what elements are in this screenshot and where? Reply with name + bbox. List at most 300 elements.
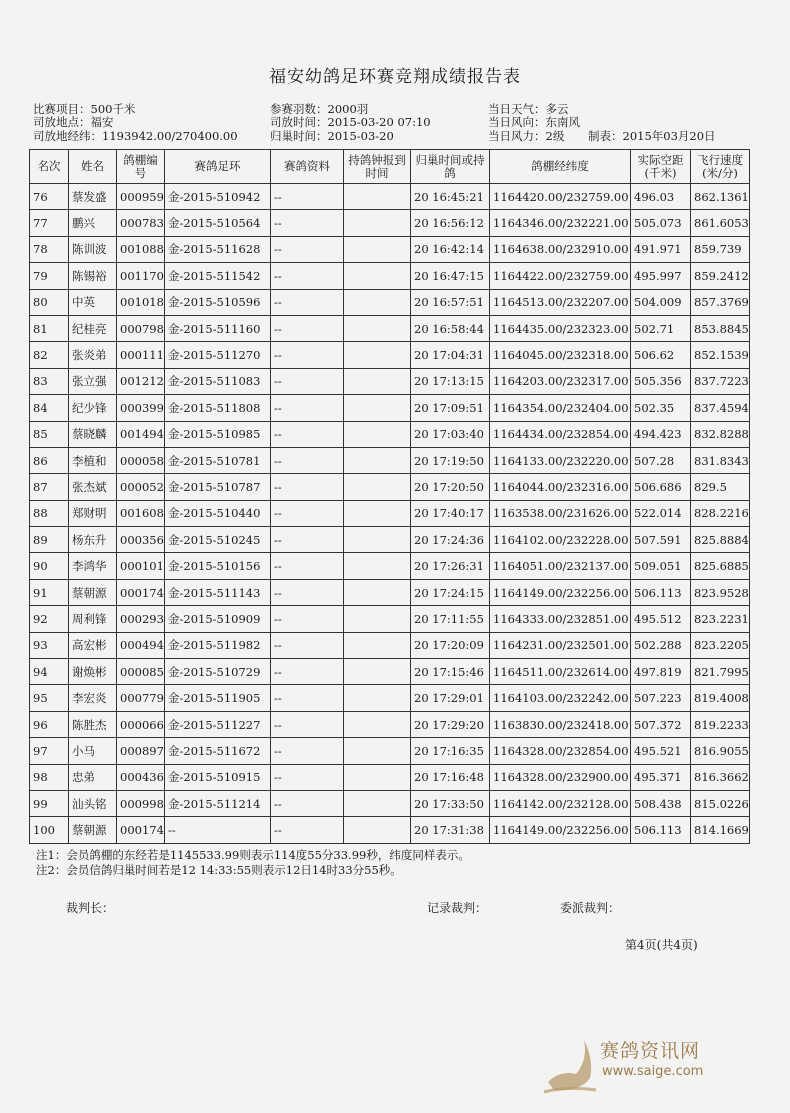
cell-distance: 502.288 <box>631 632 691 658</box>
cell-loft: 001212 <box>117 368 165 394</box>
cell-time: 20 17:16:35 <box>411 738 490 764</box>
cell-speed: 861.6053 <box>691 210 750 236</box>
cell-rank: 84 <box>30 395 69 421</box>
table-row <box>30 738 750 764</box>
note-2: 注2：会员信鸽归巢时间若是12 14:33:55则表示12日14时33分55秒。 <box>36 863 402 877</box>
race-item: 比赛项目：500千米 <box>33 102 136 116</box>
cell-ring: 金-2015-510985 <box>165 421 271 447</box>
cell-info: -- <box>271 527 344 553</box>
recorder-judge-label: 记录裁判： <box>427 901 488 915</box>
cell-loft: 000066 <box>117 711 165 737</box>
cell-loft: 000494 <box>117 632 165 658</box>
cell-rank: 86 <box>30 447 69 473</box>
cell-loft: 000783 <box>117 210 165 236</box>
table-row <box>30 579 750 605</box>
cell-info: -- <box>271 738 344 764</box>
cell-distance: 495.997 <box>631 263 691 289</box>
cell-time: 20 16:45:21 <box>411 184 490 210</box>
cell-clock <box>344 447 411 473</box>
results-body <box>30 184 750 844</box>
cell-coords: 1164044.00/232316.00 <box>490 474 631 500</box>
cell-ring: 金-2015-511214 <box>165 790 271 816</box>
cell-distance: 522.014 <box>631 500 691 526</box>
cell-loft: 000174 <box>117 817 165 843</box>
watermark-url: www.saige.com <box>602 1064 704 1079</box>
cell-name: 汕头铭 <box>69 790 117 816</box>
cell-time: 20 16:56:12 <box>411 210 490 236</box>
cell-name: 纪桂亮 <box>69 315 117 341</box>
cell-ring: 金-2015-510729 <box>165 659 271 685</box>
cell-coords: 1164434.00/232854.00 <box>490 421 631 447</box>
cell-ring: 金-2015-510915 <box>165 764 271 790</box>
wind-direction: 当日风向：东南风 <box>488 115 580 129</box>
cell-name: 陈胜杰 <box>69 711 117 737</box>
cell-rank: 90 <box>30 553 69 579</box>
cell-coords: 1164045.00/232318.00 <box>490 342 631 368</box>
cell-name: 忠弟 <box>69 764 117 790</box>
cell-loft: 000436 <box>117 764 165 790</box>
cell-distance: 506.113 <box>631 817 691 843</box>
cell-distance: 505.356 <box>631 368 691 394</box>
cell-name: 蔡朝源 <box>69 817 117 843</box>
cell-name: 小马 <box>69 738 117 764</box>
cell-rank: 88 <box>30 500 69 526</box>
cell-loft: 000959 <box>117 184 165 210</box>
cell-time: 20 17:24:36 <box>411 527 490 553</box>
cell-info: -- <box>271 764 344 790</box>
table-row <box>30 421 750 447</box>
cell-time: 20 17:31:38 <box>411 817 490 843</box>
cell-ring: 金-2015-510156 <box>165 553 271 579</box>
cell-rank: 93 <box>30 632 69 658</box>
cell-clock <box>344 342 411 368</box>
cell-name: 高宏彬 <box>69 632 117 658</box>
cell-coords: 1164203.00/232317.00 <box>490 368 631 394</box>
cell-coords: 1164328.00/232900.00 <box>490 764 631 790</box>
cell-speed: 823.2205 <box>691 632 750 658</box>
col-ring-header: 赛鸽足环 <box>165 150 271 184</box>
cell-distance: 507.591 <box>631 527 691 553</box>
cell-rank: 94 <box>30 659 69 685</box>
cell-distance: 504.009 <box>631 289 691 315</box>
cell-distance: 495.521 <box>631 738 691 764</box>
cell-rank: 97 <box>30 738 69 764</box>
cell-clock <box>344 764 411 790</box>
cell-info: -- <box>271 606 344 632</box>
watermark-text: 赛鸽资讯网 <box>600 1040 701 1062</box>
cell-time: 20 17:15:46 <box>411 659 490 685</box>
cell-rank: 76 <box>30 184 69 210</box>
chief-judge-label: 裁判长： <box>66 901 115 915</box>
cell-clock <box>344 527 411 553</box>
cell-name: 李鸿华 <box>69 553 117 579</box>
cell-speed: 816.3662 <box>691 764 750 790</box>
cell-clock <box>344 738 411 764</box>
cell-speed: 832.8288 <box>691 421 750 447</box>
cell-clock <box>344 474 411 500</box>
table-row <box>30 817 750 843</box>
cell-name: 张炎弟 <box>69 342 117 368</box>
cell-loft: 000998 <box>117 790 165 816</box>
table-row <box>30 527 750 553</box>
cell-rank: 100 <box>30 817 69 843</box>
cell-ring: 金-2015-511270 <box>165 342 271 368</box>
cell-time: 20 17:40:17 <box>411 500 490 526</box>
table-row <box>30 685 750 711</box>
table-row <box>30 342 750 368</box>
cell-distance: 505.073 <box>631 210 691 236</box>
col-speed-header: 飞行速度(米/分) <box>691 150 750 184</box>
table-row <box>30 368 750 394</box>
cell-loft: 000779 <box>117 685 165 711</box>
cell-distance: 491.971 <box>631 236 691 262</box>
cell-speed: 815.0226 <box>691 790 750 816</box>
cell-ring: 金-2015-510440 <box>165 500 271 526</box>
cell-speed: 825.8884 <box>691 527 750 553</box>
header-row <box>30 150 750 184</box>
page-title: 福安幼鸽足环赛竞翔成绩报告表 <box>269 67 521 87</box>
cell-info: -- <box>271 632 344 658</box>
cell-loft: 000356 <box>117 527 165 553</box>
entries: 参赛羽数：2000羽 <box>270 102 369 116</box>
cell-time: 20 17:26:31 <box>411 553 490 579</box>
cell-name: 中英 <box>69 289 117 315</box>
cell-coords: 1163830.00/232418.00 <box>490 711 631 737</box>
table-row <box>30 606 750 632</box>
cell-info: -- <box>271 263 344 289</box>
cell-name: 鹏兴 <box>69 210 117 236</box>
cell-distance: 506.62 <box>631 342 691 368</box>
cell-ring: 金-2015-510942 <box>165 184 271 210</box>
cell-ring: 金-2015-510245 <box>165 527 271 553</box>
results-table <box>29 149 750 844</box>
cell-time: 20 17:13:15 <box>411 368 490 394</box>
cell-ring: 金-2015-511542 <box>165 263 271 289</box>
cell-distance: 495.371 <box>631 764 691 790</box>
cell-rank: 87 <box>30 474 69 500</box>
cell-clock <box>344 685 411 711</box>
cell-ring: 金-2015-511808 <box>165 395 271 421</box>
cell-info: -- <box>271 790 344 816</box>
cell-clock <box>344 368 411 394</box>
cell-rank: 85 <box>30 421 69 447</box>
cell-info: -- <box>271 236 344 262</box>
cell-time: 20 17:24:15 <box>411 579 490 605</box>
cell-name: 张杰斌 <box>69 474 117 500</box>
release-place: 司放地点：福安 <box>33 115 114 129</box>
cell-rank: 78 <box>30 236 69 262</box>
cell-time: 20 17:03:40 <box>411 421 490 447</box>
cell-speed: 837.7223 <box>691 368 750 394</box>
cell-coords: 1164133.00/232220.00 <box>490 447 631 473</box>
cell-info: -- <box>271 553 344 579</box>
cell-info: -- <box>271 368 344 394</box>
cell-time: 20 17:16:48 <box>411 764 490 790</box>
cell-rank: 95 <box>30 685 69 711</box>
cell-ring: 金-2015-510787 <box>165 474 271 500</box>
cell-clock <box>344 790 411 816</box>
cell-info: -- <box>271 210 344 236</box>
cell-distance: 507.372 <box>631 711 691 737</box>
table-row <box>30 184 750 210</box>
cell-speed: 829.5 <box>691 474 750 500</box>
cell-name: 蔡发盛 <box>69 184 117 210</box>
cell-ring: 金-2015-510781 <box>165 447 271 473</box>
cell-speed: 825.6885 <box>691 553 750 579</box>
table-row <box>30 210 750 236</box>
cell-rank: 99 <box>30 790 69 816</box>
cell-clock <box>344 553 411 579</box>
cell-loft: 001170 <box>117 263 165 289</box>
return-time: 归巢时间：2015-03-20 <box>270 129 394 143</box>
cell-time: 20 16:42:14 <box>411 236 490 262</box>
cell-ring: -- <box>165 817 271 843</box>
cell-time: 20 17:29:01 <box>411 685 490 711</box>
cell-speed: 859.739 <box>691 236 750 262</box>
cell-speed: 853.8845 <box>691 315 750 341</box>
cell-time: 20 16:47:15 <box>411 263 490 289</box>
cell-clock <box>344 184 411 210</box>
table-row <box>30 474 750 500</box>
table-row <box>30 764 750 790</box>
wind-force: 当日风力：2级 <box>488 129 565 143</box>
cell-ring: 金-2015-510596 <box>165 289 271 315</box>
cell-clock <box>344 711 411 737</box>
col-time-header: 归巢时间或持鸽 <box>411 150 490 184</box>
cell-clock <box>344 236 411 262</box>
cell-speed: 831.8343 <box>691 447 750 473</box>
cell-speed: 821.7995 <box>691 659 750 685</box>
release-time: 司放时间：2015-03-20 07:10 <box>270 115 431 129</box>
cell-name: 蔡晓麟 <box>69 421 117 447</box>
cell-name: 周利锋 <box>69 606 117 632</box>
cell-coords: 1164328.00/232854.00 <box>490 738 631 764</box>
cell-distance: 507.28 <box>631 447 691 473</box>
cell-info: -- <box>271 579 344 605</box>
cell-loft: 000174 <box>117 579 165 605</box>
cell-loft: 000399 <box>117 395 165 421</box>
cell-info: -- <box>271 474 344 500</box>
cell-time: 20 17:11:55 <box>411 606 490 632</box>
cell-distance: 502.35 <box>631 395 691 421</box>
table-row <box>30 659 750 685</box>
cell-speed: 814.1669 <box>691 817 750 843</box>
table-row <box>30 632 750 658</box>
note-1: 注1：会员鸽棚的东经若是1145533.99则表示114度55分33.99秒，纬度同样表示。 <box>36 848 470 862</box>
cell-rank: 79 <box>30 263 69 289</box>
cell-coords: 1164103.00/232242.00 <box>490 685 631 711</box>
cell-distance: 502.71 <box>631 315 691 341</box>
cell-time: 20 17:19:50 <box>411 447 490 473</box>
table-row <box>30 395 750 421</box>
cell-name: 李植和 <box>69 447 117 473</box>
cell-coords: 1164435.00/232323.00 <box>490 315 631 341</box>
cell-loft: 000101 <box>117 553 165 579</box>
cell-clock <box>344 817 411 843</box>
cell-name: 杨东升 <box>69 527 117 553</box>
cell-coords: 1163538.00/231626.00 <box>490 500 631 526</box>
cell-ring: 金-2015-511083 <box>165 368 271 394</box>
cell-loft: 000897 <box>117 738 165 764</box>
cell-loft: 000085 <box>117 659 165 685</box>
cell-loft: 001018 <box>117 289 165 315</box>
table-row <box>30 711 750 737</box>
cell-rank: 96 <box>30 711 69 737</box>
cell-rank: 92 <box>30 606 69 632</box>
cell-time: 20 17:04:31 <box>411 342 490 368</box>
pigeon-logo-icon <box>540 1030 600 1100</box>
cell-ring: 金-2015-511628 <box>165 236 271 262</box>
cell-rank: 91 <box>30 579 69 605</box>
table-row <box>30 263 750 289</box>
cell-ring: 金-2015-510909 <box>165 606 271 632</box>
cell-distance: 497.819 <box>631 659 691 685</box>
cell-loft: 000798 <box>117 315 165 341</box>
cell-info: -- <box>271 500 344 526</box>
cell-time: 20 17:29:20 <box>411 711 490 737</box>
cell-coords: 1164511.00/232614.00 <box>490 659 631 685</box>
cell-time: 20 17:20:09 <box>411 632 490 658</box>
cell-clock <box>344 632 411 658</box>
cell-info: -- <box>271 421 344 447</box>
cell-rank: 80 <box>30 289 69 315</box>
cell-coords: 1164051.00/232137.00 <box>490 553 631 579</box>
cell-name: 谢焕彬 <box>69 659 117 685</box>
cell-time: 20 17:33:50 <box>411 790 490 816</box>
site-watermark <box>540 1030 750 1100</box>
cell-coords: 1164513.00/232207.00 <box>490 289 631 315</box>
table-row <box>30 790 750 816</box>
cell-speed: 819.2233 <box>691 711 750 737</box>
table-row <box>30 447 750 473</box>
col-distance-header: 实际空距(千米) <box>631 150 691 184</box>
cell-name: 张立强 <box>69 368 117 394</box>
cell-info: -- <box>271 685 344 711</box>
cell-loft: 001608 <box>117 500 165 526</box>
cell-coords: 1164149.00/232256.00 <box>490 817 631 843</box>
cell-rank: 89 <box>30 527 69 553</box>
cell-coords: 1164102.00/232228.00 <box>490 527 631 553</box>
cell-name: 陈训波 <box>69 236 117 262</box>
cell-clock <box>344 395 411 421</box>
cell-distance: 509.051 <box>631 553 691 579</box>
cell-distance: 507.223 <box>631 685 691 711</box>
cell-clock <box>344 263 411 289</box>
cell-name: 蔡朝源 <box>69 579 117 605</box>
cell-clock <box>344 579 411 605</box>
cell-speed: 823.2231 <box>691 606 750 632</box>
col-loft-header: 鸽棚编号 <box>117 150 165 184</box>
cell-loft: 000058 <box>117 447 165 473</box>
cell-rank: 98 <box>30 764 69 790</box>
col-clock-header: 持鸽钟报到时间 <box>344 150 411 184</box>
cell-rank: 81 <box>30 315 69 341</box>
col-name-header: 姓名 <box>69 150 117 184</box>
cell-speed: 816.9055 <box>691 738 750 764</box>
cell-speed: 837.4594 <box>691 395 750 421</box>
cell-speed: 828.2216 <box>691 500 750 526</box>
cell-time: 20 16:58:44 <box>411 315 490 341</box>
cell-ring: 金-2015-511143 <box>165 579 271 605</box>
release-coords: 司放地经纬：1193942.00/270400.00 <box>33 129 238 143</box>
cell-ring: 金-2015-511905 <box>165 685 271 711</box>
table-row <box>30 236 750 262</box>
cell-clock <box>344 606 411 632</box>
cell-rank: 82 <box>30 342 69 368</box>
cell-loft: 001494 <box>117 421 165 447</box>
cell-info: -- <box>271 447 344 473</box>
cell-coords: 1164420.00/232759.00 <box>490 184 631 210</box>
table-row <box>30 315 750 341</box>
cell-coords: 1164231.00/232501.00 <box>490 632 631 658</box>
cell-coords: 1164346.00/232221.00 <box>490 210 631 236</box>
cell-clock <box>344 659 411 685</box>
col-rank-header: 名次 <box>30 150 69 184</box>
page-number: 第4页(共4页) <box>625 938 698 952</box>
cell-distance: 496.03 <box>631 184 691 210</box>
cell-distance: 495.512 <box>631 606 691 632</box>
cell-clock <box>344 210 411 236</box>
cell-info: -- <box>271 315 344 341</box>
cell-speed: 862.1361 <box>691 184 750 210</box>
cell-speed: 857.3769 <box>691 289 750 315</box>
cell-speed: 823.9528 <box>691 579 750 605</box>
table-row <box>30 553 750 579</box>
cell-info: -- <box>271 395 344 421</box>
cell-ring: 金-2015-511672 <box>165 738 271 764</box>
cell-coords: 1164333.00/232851.00 <box>490 606 631 632</box>
cell-coords: 1164149.00/232256.00 <box>490 579 631 605</box>
cell-name: 纪少锋 <box>69 395 117 421</box>
cell-time: 20 17:09:51 <box>411 395 490 421</box>
cell-name: 陈锡裕 <box>69 263 117 289</box>
cell-name: 郑财明 <box>69 500 117 526</box>
cell-ring: 金-2015-510564 <box>165 210 271 236</box>
cell-distance: 494.423 <box>631 421 691 447</box>
cell-name: 李宏炎 <box>69 685 117 711</box>
cell-speed: 819.4008 <box>691 685 750 711</box>
cell-loft: 000111 <box>117 342 165 368</box>
cell-ring: 金-2015-511160 <box>165 315 271 341</box>
col-coords-header: 鸽棚经纬度 <box>490 150 631 184</box>
weather: 当日天气：多云 <box>488 102 569 116</box>
made-on: 制表：2015年03月20日 <box>588 129 716 143</box>
cell-info: -- <box>271 289 344 315</box>
cell-coords: 1164422.00/232759.00 <box>490 263 631 289</box>
cell-loft: 000052 <box>117 474 165 500</box>
cell-coords: 1164354.00/232404.00 <box>490 395 631 421</box>
delegate-judge-label: 委派裁判： <box>560 901 621 915</box>
cell-coords: 1164142.00/232128.00 <box>490 790 631 816</box>
cell-clock <box>344 500 411 526</box>
cell-speed: 859.2412 <box>691 263 750 289</box>
cell-speed: 852.1539 <box>691 342 750 368</box>
cell-clock <box>344 315 411 341</box>
cell-info: -- <box>271 184 344 210</box>
table-row <box>30 500 750 526</box>
cell-distance: 506.113 <box>631 579 691 605</box>
cell-distance: 506.686 <box>631 474 691 500</box>
cell-info: -- <box>271 817 344 843</box>
cell-clock <box>344 421 411 447</box>
cell-loft: 001088 <box>117 236 165 262</box>
cell-loft: 000293 <box>117 606 165 632</box>
cell-ring: 金-2015-511982 <box>165 632 271 658</box>
cell-info: -- <box>271 659 344 685</box>
cell-coords: 1164638.00/232910.00 <box>490 236 631 262</box>
cell-time: 20 16:57:51 <box>411 289 490 315</box>
cell-clock <box>344 289 411 315</box>
